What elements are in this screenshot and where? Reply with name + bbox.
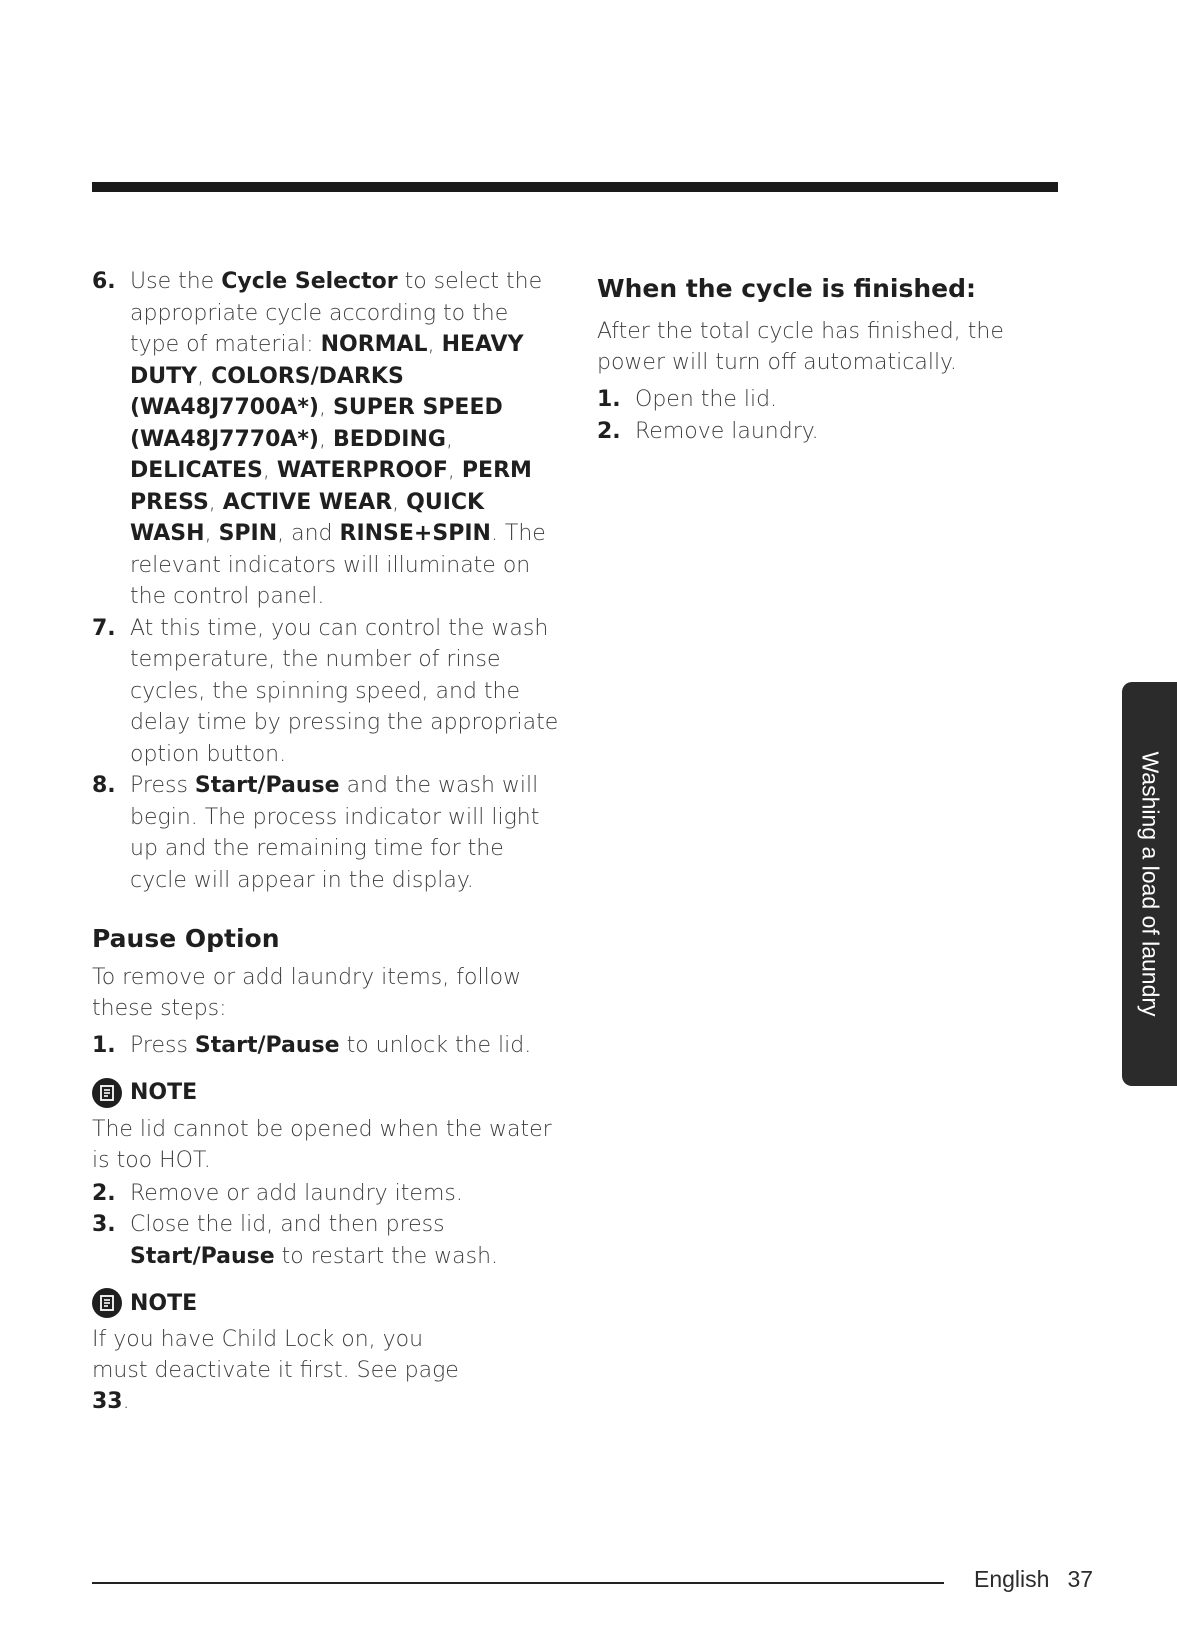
text-run: , bbox=[318, 426, 333, 452]
step-8 bbox=[92, 770, 562, 896]
page-reference-link[interactable]: 33 bbox=[92, 1389, 123, 1414]
pause-step-1 bbox=[92, 1030, 562, 1062]
text-run: , bbox=[447, 458, 462, 483]
step-6 bbox=[92, 266, 562, 613]
text-run: , bbox=[262, 458, 277, 483]
text-run: to select the appropriate cycle according to the type of material: bbox=[130, 269, 543, 357]
finished-step-2 bbox=[597, 416, 1067, 448]
text-run: Close the lid, and then press bbox=[130, 1212, 445, 1237]
text-run: , bbox=[204, 521, 219, 546]
note-label: NOTE bbox=[130, 1080, 198, 1105]
step-number: 3. bbox=[92, 1212, 116, 1237]
top-rule bbox=[92, 182, 1058, 192]
text-run: , bbox=[427, 332, 442, 357]
cycle-finished-heading: When the cycle is finished: bbox=[597, 274, 976, 303]
step-7 bbox=[92, 613, 562, 771]
bold-term: PERM PRESS bbox=[130, 458, 532, 515]
bold-term: Start/Pause bbox=[194, 1033, 340, 1058]
step-number: 6. bbox=[92, 269, 116, 294]
text-run: , bbox=[318, 395, 333, 420]
pause-step-2 bbox=[92, 1178, 562, 1210]
bold-term: SUPER SPEED (WA48J7770A*) bbox=[130, 395, 503, 452]
bold-term: Start/Pause bbox=[194, 773, 340, 798]
text-run: , bbox=[208, 489, 223, 515]
left-column bbox=[92, 266, 562, 1417]
text-run: Press bbox=[130, 773, 195, 798]
bold-term: ACTIVE WEAR bbox=[222, 489, 393, 515]
step-number: 7. bbox=[92, 615, 116, 641]
text-run: Remove or add laundry items. bbox=[130, 1180, 463, 1206]
bold-term: RINSE+SPIN bbox=[339, 521, 491, 546]
step-number: 1. bbox=[92, 1033, 116, 1058]
bold-term: WATERPROOF bbox=[276, 458, 448, 483]
pause-option-heading: Pause Option bbox=[92, 924, 280, 953]
bold-term: DELICATES bbox=[130, 458, 263, 483]
bold-term: COLORS/DARKS (WA48J7700A*) bbox=[130, 363, 404, 420]
note-2-prefix: If you have Child Lock on, you must deactivate it first. See page bbox=[92, 1327, 459, 1383]
text-run: At this time, you can control the wash temperature, the number of rinse cycles, the spinning speed, and the delay time by pressing the appropriate option button. bbox=[130, 615, 559, 767]
note-2-label bbox=[92, 1288, 562, 1318]
bold-term: NORMAL bbox=[320, 332, 428, 357]
step-text bbox=[130, 773, 539, 893]
bold-term: SPIN bbox=[218, 521, 278, 546]
step-text bbox=[130, 269, 546, 609]
footer bbox=[974, 1566, 1093, 1593]
note-2-text bbox=[92, 1324, 472, 1417]
text-run: , bbox=[445, 426, 453, 452]
right-column bbox=[597, 272, 1067, 447]
step-number: 8. bbox=[92, 773, 116, 798]
note-label: NOTE bbox=[130, 1290, 198, 1316]
step-number: 2. bbox=[92, 1180, 116, 1206]
note-1-text: The lid cannot be opened when the water is too HOT. bbox=[92, 1116, 552, 1173]
text-run: , and bbox=[277, 521, 340, 546]
pause-intro: To remove or add laundry items, follow these steps: bbox=[92, 965, 522, 1021]
text-run: to restart the wash. bbox=[274, 1243, 499, 1269]
step-text bbox=[130, 1033, 531, 1058]
section-side-tab bbox=[1122, 682, 1177, 1086]
text-run: Press bbox=[130, 1033, 195, 1058]
footer-language: English bbox=[974, 1566, 1050, 1592]
step-text: Open the lid. bbox=[635, 387, 778, 412]
text-run: and the wash will begin. The process indicator will light up and the remaining time for the cycle will appear in the display. bbox=[130, 773, 540, 893]
step-number: 2. bbox=[597, 418, 621, 444]
bold-term: Start/Pause bbox=[130, 1243, 275, 1269]
bold-term: QUICK WASH bbox=[130, 489, 485, 546]
side-tab-label: Washing a load of laundry bbox=[1137, 751, 1163, 1017]
note-2-suffix: . bbox=[122, 1389, 130, 1414]
text-run: . The relevant indicators will illuminate on the control panel. bbox=[130, 521, 546, 609]
step-text bbox=[130, 1181, 463, 1206]
footer-rule bbox=[92, 1582, 944, 1584]
note-1-label bbox=[92, 1078, 562, 1108]
text-run: , bbox=[197, 363, 212, 389]
note-icon bbox=[92, 1078, 122, 1108]
pause-step-3 bbox=[92, 1209, 562, 1272]
bold-term: Cycle Selector bbox=[221, 269, 398, 294]
cycle-finished-intro: After the total cycle has finished, the power will turn off automatically. bbox=[597, 319, 1004, 375]
text-run: Use the bbox=[130, 269, 222, 294]
step-text bbox=[130, 616, 558, 767]
bold-term: HEAVY DUTY bbox=[130, 332, 524, 389]
text-run: to unlock the lid. bbox=[339, 1033, 532, 1058]
page-number: 37 bbox=[1067, 1566, 1094, 1592]
text-run: , bbox=[392, 489, 407, 515]
step-text bbox=[130, 1212, 498, 1269]
step-text: Remove laundry. bbox=[635, 418, 819, 444]
note-icon bbox=[92, 1288, 122, 1318]
bold-term: BEDDING bbox=[332, 426, 446, 452]
step-number: 1. bbox=[597, 387, 621, 412]
finished-step-1 bbox=[597, 384, 1067, 416]
